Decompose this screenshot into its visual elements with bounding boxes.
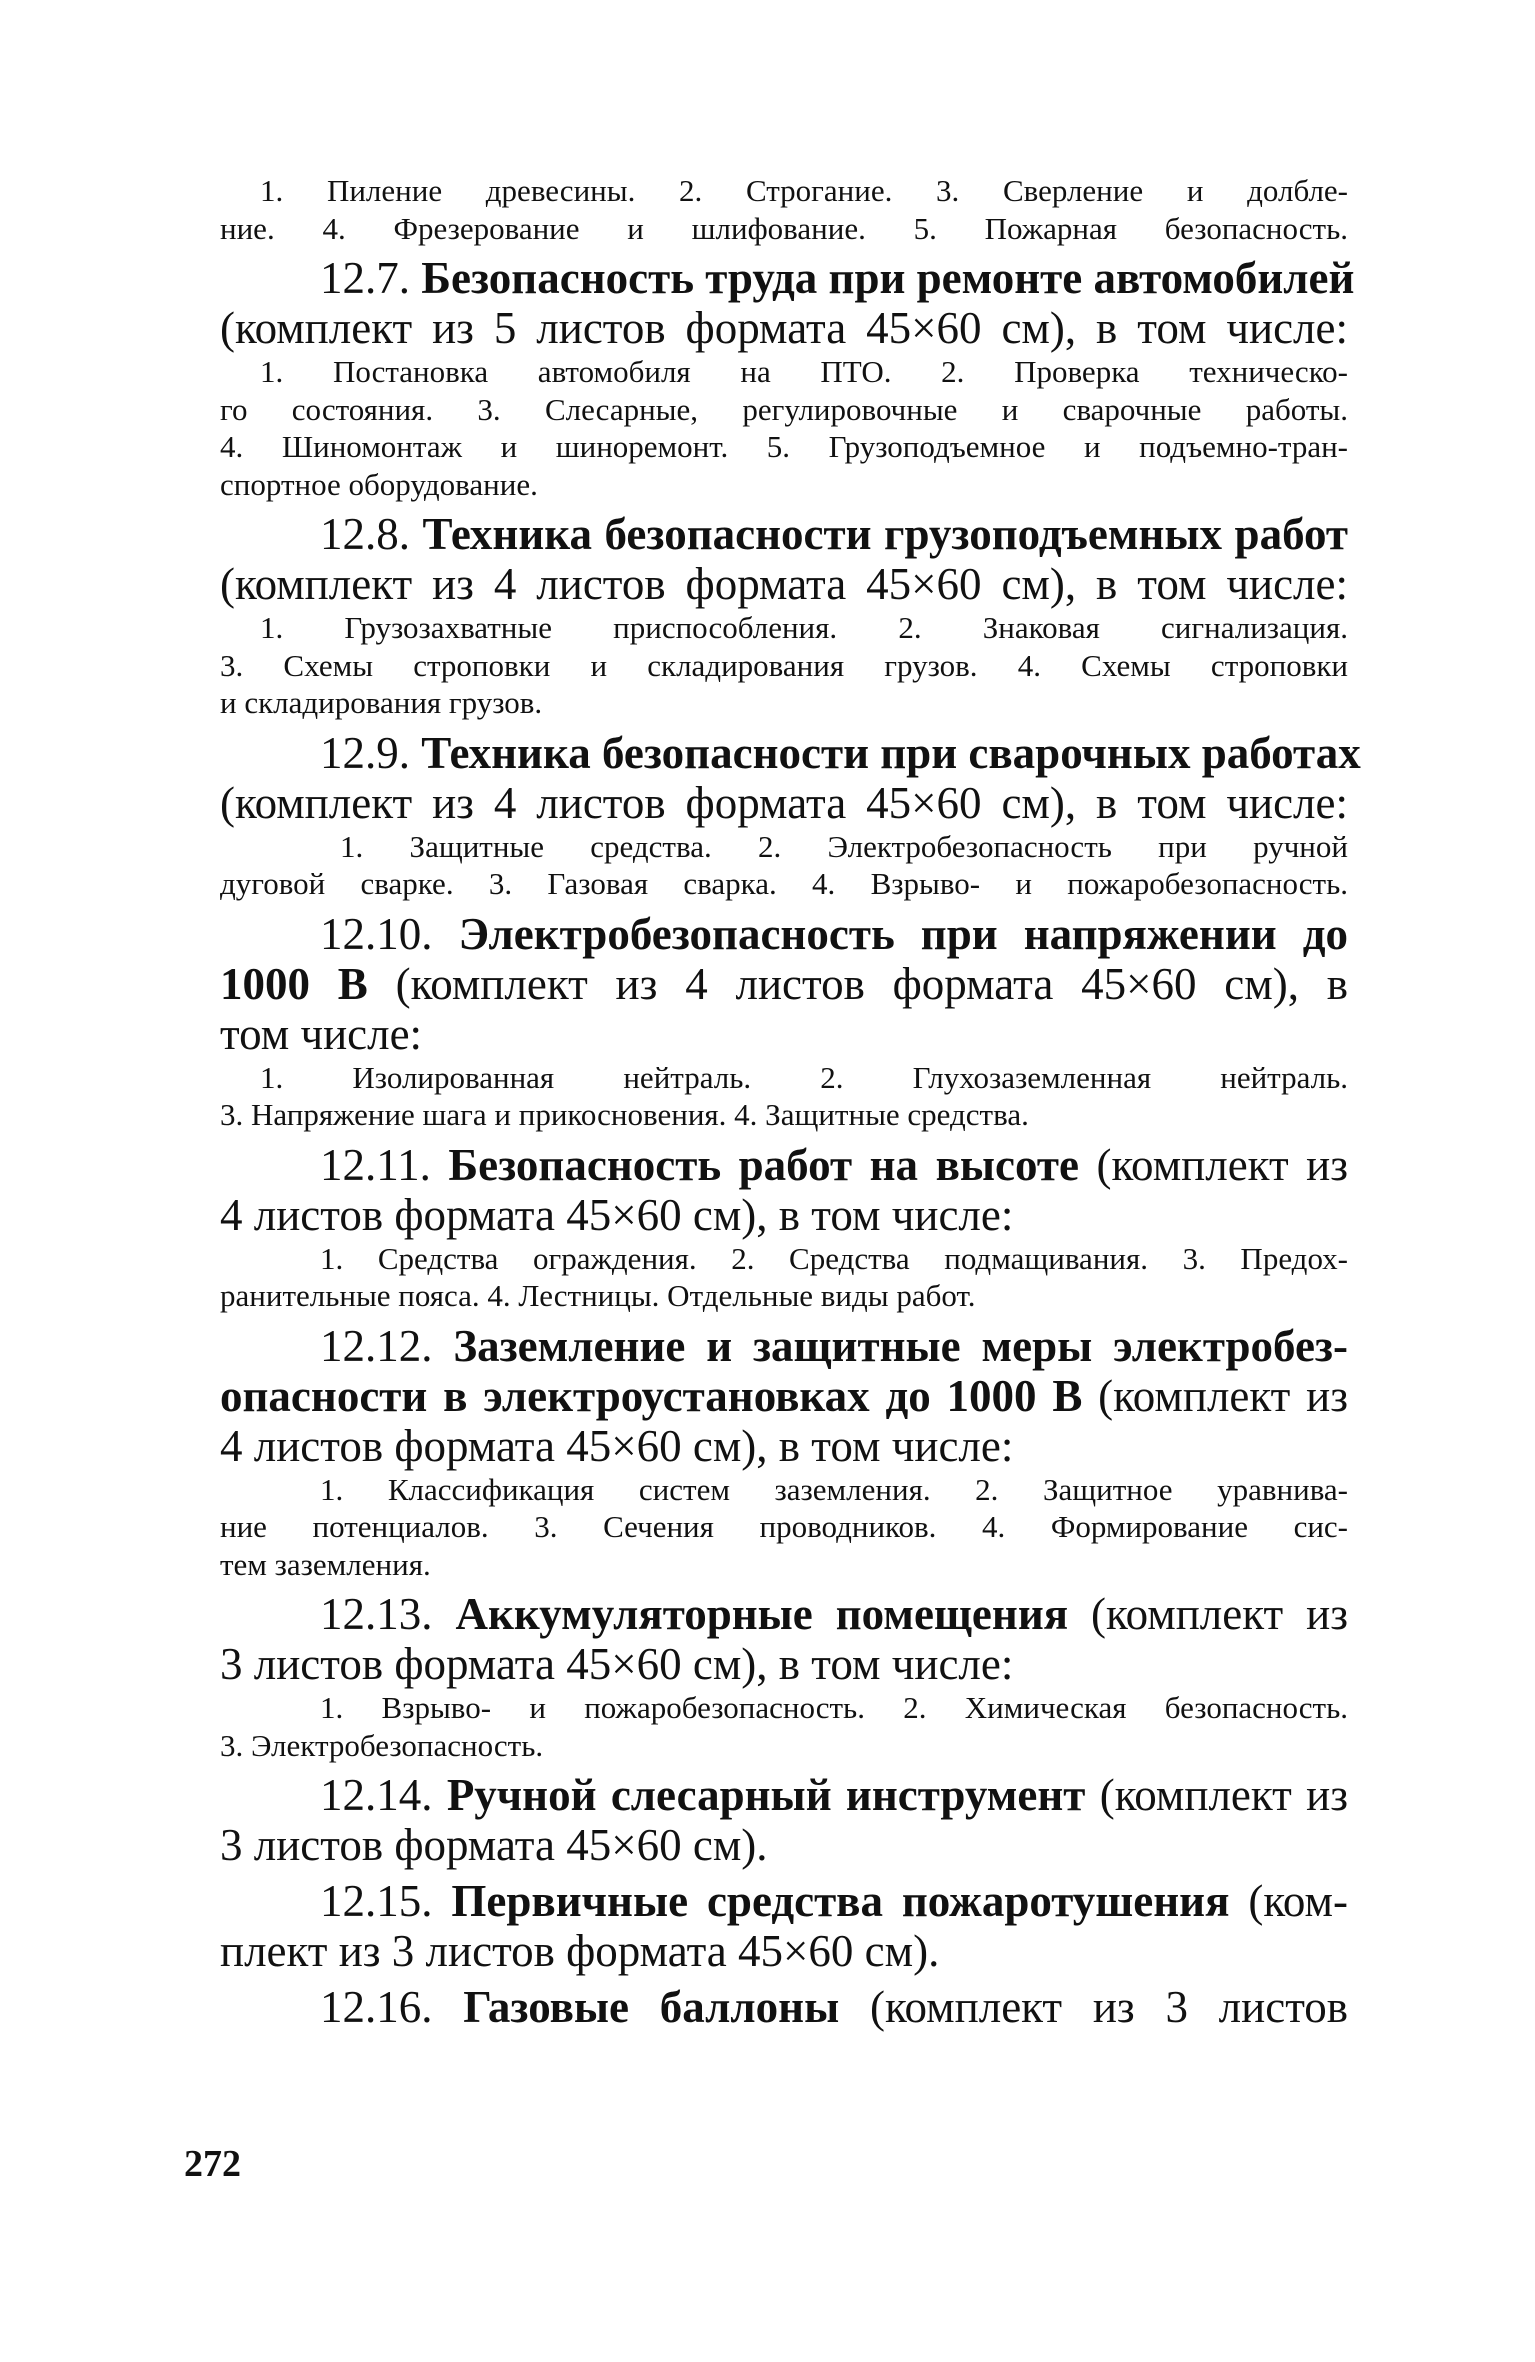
list-item-line: го состояния. 3. Слесарные, регулировочные и сварочные работы. bbox=[220, 391, 1348, 427]
list-item-line: 1. Грузозахватные приспособления. 2. Знаковая сигнализация. bbox=[260, 610, 1348, 645]
section-number: 12.16. bbox=[320, 1982, 433, 2032]
section-heading bbox=[220, 1876, 1348, 1926]
section-text: 4 листов формата 45×60 см), в том числе: bbox=[220, 1189, 1014, 1240]
section-heading bbox=[220, 1140, 1348, 1190]
list-item-line: ранительные пояса. 4. Лестницы. Отдельные виды работ. bbox=[220, 1278, 976, 1313]
list-item-line: 1. Изолированная нейтраль. 2. Глухозаземленная нейтраль. bbox=[260, 1059, 1348, 1095]
section-number: 12.9. bbox=[320, 727, 410, 778]
section-number: 12.14. bbox=[320, 1770, 433, 1820]
section-title: Ручной слесарный инструмент bbox=[446, 1770, 1086, 1820]
list-item-line: ние. 4. Фрезерование и шлифование. 5. Пожарная безопасность. bbox=[220, 210, 1348, 246]
section-number: 12.11. bbox=[320, 1139, 431, 1190]
section-title: Безопасность труда при ремонте автомобилей bbox=[421, 253, 1355, 303]
section-title: Безопасность работ на высоте bbox=[448, 1139, 1079, 1190]
section-heading bbox=[220, 1589, 1348, 1639]
list-item-line: 3. Электробезопасность. bbox=[220, 1727, 544, 1763]
section-title: Аккумуляторные помещения bbox=[455, 1589, 1069, 1639]
list-item-line: 4. Шиномонтаж и шиноремонт. 5. Грузоподъемное и подъемно-тран- bbox=[220, 429, 1348, 464]
section-text-inline: (комплект из bbox=[1085, 1770, 1348, 1820]
section-title: Техника безопасности грузоподъемных работ bbox=[422, 509, 1348, 559]
section-text-inline: (комплект из 4 листов формата 45×60 см), в bbox=[367, 958, 1349, 1009]
section-text-inline: (комплект из bbox=[1078, 1139, 1349, 1190]
section-heading bbox=[220, 1321, 1348, 1371]
section-number: 12.12. bbox=[320, 1320, 433, 1371]
section-text-inline: (комплект из bbox=[1068, 1589, 1348, 1639]
section-title: Электробезопасность при напряжении до bbox=[458, 908, 1349, 959]
section-number: 12.7. bbox=[320, 253, 410, 303]
section-text: (комплект из 4 листов формата 45×60 см), в том числе: bbox=[220, 777, 1348, 828]
list-item-line: тем заземления. bbox=[220, 1546, 431, 1582]
section-heading bbox=[220, 1770, 1348, 1820]
section-title: Заземление и защитные меры электробез- bbox=[453, 1320, 1348, 1371]
section-text: 3 листов формата 45×60 см), в том числе: bbox=[220, 1639, 1014, 1689]
section-number: 12.10. bbox=[320, 908, 433, 959]
section-heading bbox=[220, 909, 1348, 959]
section-title: Газовые баллоны bbox=[463, 1982, 840, 2032]
list-item-line: 1. Средства ограждения. 2. Средства подмащивания. 3. Предох- bbox=[320, 1240, 1348, 1276]
list-item-line: 1. Классификация систем заземления. 2. Защитное уравнива- bbox=[320, 1471, 1348, 1507]
section-text: плект из 3 листов формата 45×60 см). bbox=[220, 1926, 940, 1976]
section-title-continued: опасности в электроустановках до 1000 В bbox=[220, 1370, 1083, 1421]
section-text bbox=[220, 1371, 1348, 1421]
list-item-line: 1. Пиление древесины. 2. Строгание. 3. Сверление и долбле- bbox=[260, 173, 1348, 208]
section-text-inline: (ком- bbox=[1229, 1876, 1349, 1926]
section-text-inline: (комплект из 3 листов bbox=[839, 1982, 1349, 2032]
section-text bbox=[220, 959, 1348, 1009]
list-item-line: и складирования грузов. bbox=[220, 685, 543, 720]
list-item-line: 1. Взрыво- и пожаробезопасность. 2. Химическая безопасность. bbox=[320, 1690, 1348, 1725]
section-text-inline: (комплект из bbox=[1082, 1370, 1348, 1421]
section-number: 12.13. bbox=[320, 1589, 433, 1639]
section-heading bbox=[220, 1982, 1348, 2032]
section-title: Техника безопасности при сварочных работах bbox=[421, 727, 1361, 778]
section-text: (комплект из 4 листов формата 45×60 см), в том числе: bbox=[220, 559, 1348, 609]
list-item-line: 1. Защитные средства. 2. Электробезопасность при ручной bbox=[340, 828, 1348, 864]
list-item-line: 1. Постановка автомобиля на ПТО. 2. Проверка техническо- bbox=[260, 354, 1348, 389]
section-title-continued: 1000 В bbox=[220, 958, 368, 1009]
page-number: 272 bbox=[184, 2143, 241, 2185]
section-text: 4 листов формата 45×60 см), в том числе: bbox=[220, 1420, 1014, 1471]
list-item-line: дуговой сварке. 3. Газовая сварка. 4. Взрыво- и пожаробезопасность. bbox=[220, 866, 1348, 901]
section-heading bbox=[220, 253, 1355, 303]
section-heading bbox=[220, 727, 1361, 778]
section-number: 12.15. bbox=[320, 1876, 433, 1926]
section-number: 12.8. bbox=[320, 509, 410, 559]
section-title: Первичные средства пожаротушения bbox=[451, 1876, 1230, 1926]
list-item-line: 3. Напряжение шага и прикосновения. 4. Защитные средства. bbox=[220, 1097, 1029, 1132]
list-item-line: спортное оборудование. bbox=[220, 466, 538, 502]
section-text: том числе: bbox=[220, 1008, 423, 1059]
document-page bbox=[220, 172, 1361, 2032]
section-text: (комплект из 5 листов формата 45×60 см), в том числе: bbox=[220, 303, 1348, 353]
list-item-line: ние потенциалов. 3. Сечения проводников. 4. Формирование сис- bbox=[220, 1509, 1348, 1544]
section-heading bbox=[220, 509, 1348, 559]
section-text: 3 листов формата 45×60 см). bbox=[220, 1820, 768, 1870]
list-item-line: 3. Схемы строповки и складирования грузов. 4. Схемы строповки bbox=[220, 647, 1348, 683]
